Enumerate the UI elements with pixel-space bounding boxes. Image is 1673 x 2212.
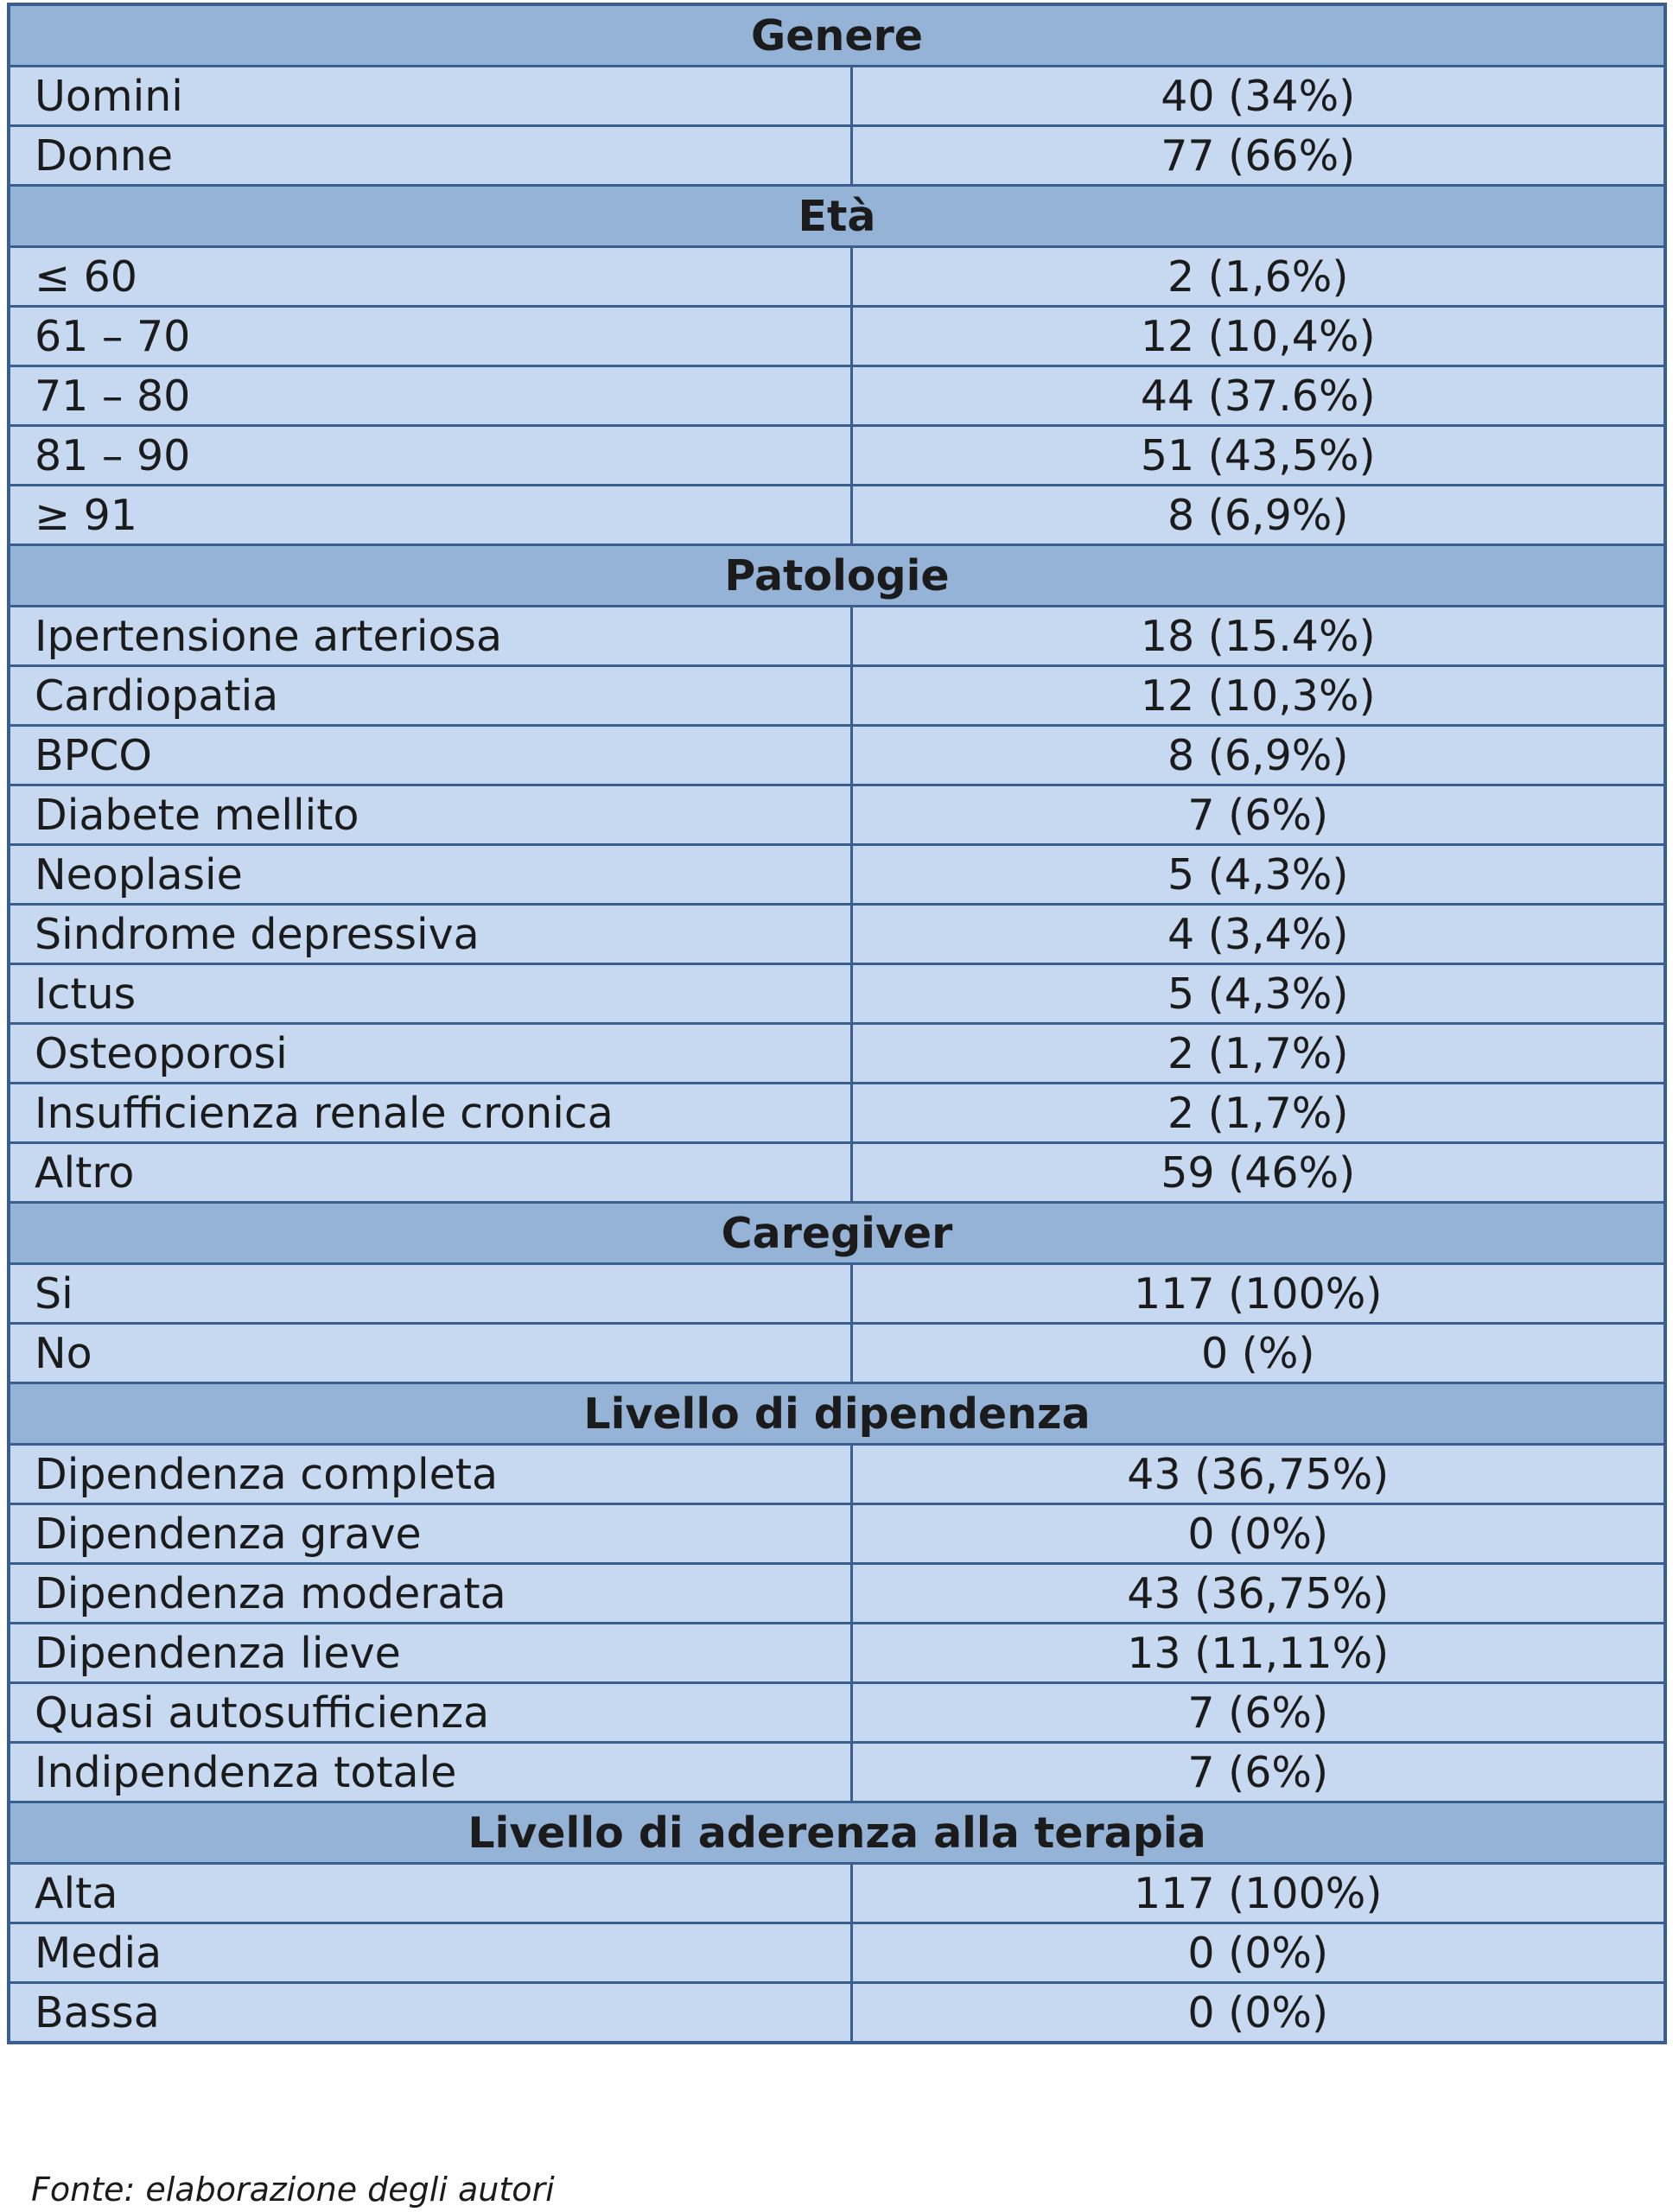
row-label: Quasi autosufficienza [9,1683,851,1743]
table-row [9,1143,1665,1203]
row-value: 7 (6%) [851,1683,1665,1743]
row-value: 0 (0%) [851,1983,1665,2044]
table-row [9,1864,1665,1923]
row-value: 7 (6%) [851,1743,1665,1802]
table-row [9,905,1665,964]
row-label: Uomini [9,67,851,126]
row-label: ≤ 60 [9,247,851,307]
row-label: Dipendenza moderata [9,1564,851,1624]
row-label: ≥ 91 [9,486,851,545]
row-value: 44 (37.6%) [851,366,1665,426]
row-label: Dipendenza completa [9,1445,851,1504]
table-row [9,666,1665,726]
row-value: 0 (0%) [851,1504,1665,1564]
row-label: 61 – 70 [9,307,851,366]
table-body [9,4,1665,2043]
table-row [9,1445,1665,1504]
row-label: 71 – 80 [9,366,851,426]
section-header-row [9,4,1665,67]
table-row [9,785,1665,845]
row-value: 5 (4,3%) [851,964,1665,1024]
row-value: 2 (1,7%) [851,1024,1665,1084]
table-row [9,426,1665,486]
row-label: Indipendenza totale [9,1743,851,1802]
row-value: 7 (6%) [851,785,1665,845]
table-row [9,845,1665,905]
table-row [9,1504,1665,1564]
row-label: Alta [9,1864,851,1923]
table-row [9,1264,1665,1324]
section-title: Livello di dipendenza [9,1383,1665,1445]
row-value: 5 (4,3%) [851,845,1665,905]
row-value: 43 (36,75%) [851,1564,1665,1624]
row-value: 0 (%) [851,1324,1665,1383]
table-row [9,1564,1665,1624]
row-label: Dipendenza grave [9,1504,851,1564]
row-label: Cardiopatia [9,666,851,726]
row-label: Donne [9,126,851,186]
table-row [9,67,1665,126]
table-row [9,1743,1665,1802]
table-row [9,1084,1665,1143]
row-value: 117 (100%) [851,1864,1665,1923]
table-row [9,607,1665,666]
table-row [9,1683,1665,1743]
row-value: 18 (15.4%) [851,607,1665,666]
row-label: Neoplasie [9,845,851,905]
row-label: Bassa [9,1983,851,2044]
row-label: 81 – 90 [9,426,851,486]
section-header-row [9,1203,1665,1264]
row-label: Ipertensione arteriosa [9,607,851,666]
row-value: 13 (11,11%) [851,1624,1665,1683]
row-value: 77 (66%) [851,126,1665,186]
data-table [7,3,1667,2044]
row-label: Ictus [9,964,851,1024]
table-row [9,307,1665,366]
row-label: Si [9,1264,851,1324]
section-title: Patologie [9,545,1665,607]
table-row [9,1324,1665,1383]
row-label: Insufficienza renale cronica [9,1084,851,1143]
row-label: Altro [9,1143,851,1203]
table-row [9,1983,1665,2044]
row-value: 0 (0%) [851,1923,1665,1983]
table-row [9,1624,1665,1683]
row-value: 2 (1,7%) [851,1084,1665,1143]
row-value: 8 (6,9%) [851,486,1665,545]
row-label: No [9,1324,851,1383]
table-row [9,1024,1665,1084]
section-header-row [9,1802,1665,1864]
section-title: Genere [9,4,1665,67]
section-title: Età [9,186,1665,247]
row-label: Osteoporosi [9,1024,851,1084]
row-value: 43 (36,75%) [851,1445,1665,1504]
table-row [9,964,1665,1024]
row-label: Sindrome depressiva [9,905,851,964]
row-value: 59 (46%) [851,1143,1665,1203]
row-value: 12 (10,4%) [851,307,1665,366]
table-row [9,726,1665,785]
row-value: 2 (1,6%) [851,247,1665,307]
row-label: Diabete mellito [9,785,851,845]
row-label: Media [9,1923,851,1983]
row-value: 8 (6,9%) [851,726,1665,785]
table-row [9,486,1665,545]
section-header-row [9,186,1665,247]
row-value: 4 (3,4%) [851,905,1665,964]
row-value: 117 (100%) [851,1264,1665,1324]
row-label: BPCO [9,726,851,785]
source-note: Fonte: elaborazione degli autori [31,2171,555,2209]
table-row [9,366,1665,426]
section-header-row [9,1383,1665,1445]
table-row [9,247,1665,307]
table-row [9,1923,1665,1983]
section-header-row [9,545,1665,607]
table-container [7,3,1663,2044]
row-label: Dipendenza lieve [9,1624,851,1683]
row-value: 51 (43,5%) [851,426,1665,486]
row-value: 12 (10,3%) [851,666,1665,726]
section-title: Caregiver [9,1203,1665,1264]
row-value: 40 (34%) [851,67,1665,126]
table-row [9,126,1665,186]
section-title: Livello di aderenza alla terapia [9,1802,1665,1864]
